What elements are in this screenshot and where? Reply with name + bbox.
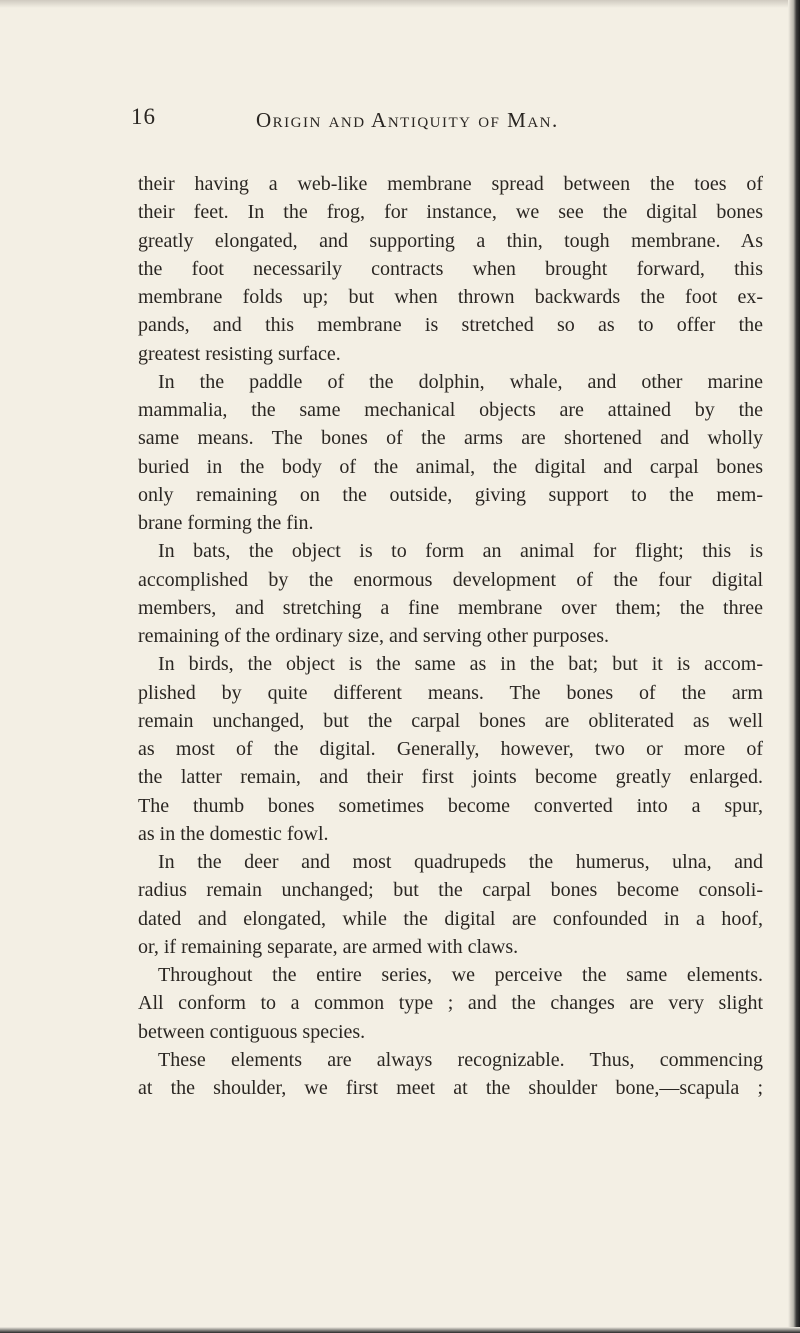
page-number: 16 [131,104,156,129]
text-line: same means. The bones of the arms are shortened and wholly [138,427,763,450]
text-line: their feet. In the frog, for instance, we see the digital bones [138,201,763,224]
text-line: dated and elongated, while the digital are confounded in a hoof, [138,907,763,930]
body-text [138,170,763,1102]
scan-bottom-edge [0,1327,800,1333]
text-line: In bats, the object is to form an animal for flight; this is [158,540,763,563]
text-line: mammalia, the same mechanical objects are attained by the [138,399,763,421]
scan-shadow-top [0,0,800,8]
page-header [131,104,651,138]
text-line: membrane folds up; but when thrown backwards the foot ex- [138,286,763,308]
scan-binding-edge [788,0,800,1333]
running-title: Origin and Antiquity of Man. [256,108,559,132]
text-line: at the shoulder, we first meet at the shoulder bone,—scapula ; [138,1077,763,1099]
text-line: between contiguous species. [138,1020,366,1043]
text-line: The thumb bones sometimes become converted into a spur, [138,794,763,817]
text-line: brane forming the fin. [138,512,314,534]
text-line: as in the domestic fowl. [138,822,329,845]
text-line: the foot necessarily contracts when brought forward, this [138,257,763,280]
text-line: In the paddle of the dolphin, whale, and other marine [158,370,763,393]
text-line: In birds, the object is the same as in the bat; but it is accom- [158,653,763,676]
text-line: as most of the digital. Generally, however, two or more of [138,738,763,760]
text-line: or, if remaining separate, are armed with claws. [138,935,519,958]
text-line: greatest resisting surface. [138,342,341,365]
text-line: radius remain unchanged; but the carpal bones become consoli- [138,879,763,902]
text-line: only remaining on the outside, giving support to the mem- [138,483,763,506]
text-line: remain unchanged, but the carpal bones are obliterated as well [138,709,763,732]
text-line: the latter remain, and their first joints become greatly enlarged. [138,766,763,789]
text-line: buried in the body of the animal, the digital and carpal bones [138,455,763,478]
text-line: remaining of the ordinary size, and serving other purposes. [138,625,609,647]
text-line: their having a web-like membrane spread between the toes of [138,173,763,195]
text-line: greatly elongated, and supporting a thin, tough membrane. As [138,229,763,252]
text-line: plished by quite different means. The bones of the arm [138,681,763,704]
text-line: accomplished by the enormous development of the four digital [138,568,763,591]
text-line: These elements are always recognizable. Thus, commencing [158,1048,763,1071]
text-line: pands, and this membrane is stretched so as to offer the [138,314,763,337]
text-line: Throughout the entire series, we perceive the same elements. [158,964,763,986]
text-line: In the deer and most quadrupeds the humerus, ulna, and [158,851,763,873]
text-line: members, and stretching a fine membrane over them; the three [138,596,763,619]
text-line: All conform to a common type ; and the changes are very slight [138,992,763,1015]
